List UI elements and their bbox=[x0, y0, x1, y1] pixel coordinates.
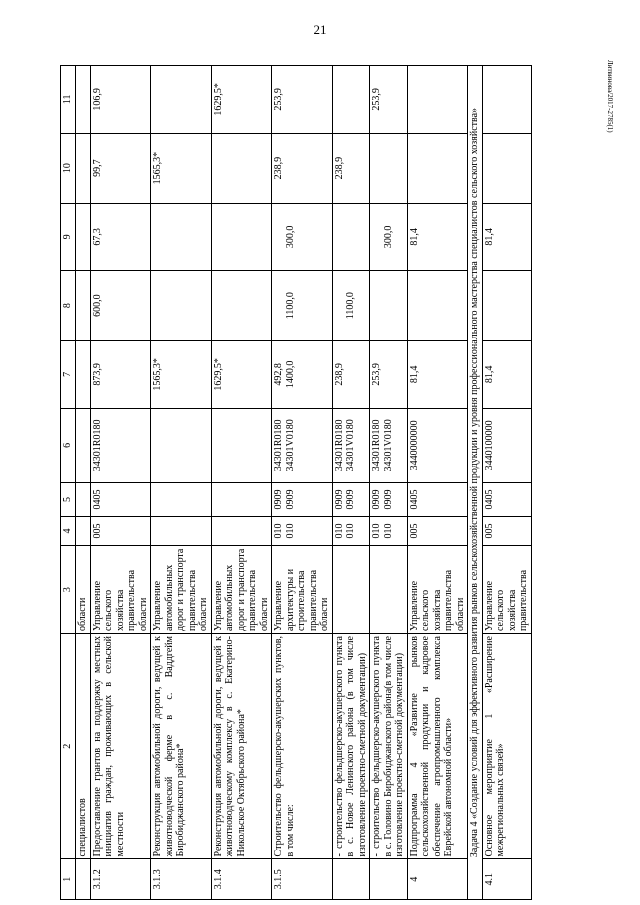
cell-y4: 253,9 bbox=[370, 66, 408, 134]
table-body bbox=[76, 66, 468, 900]
cell-y3 bbox=[211, 133, 272, 203]
cell-section bbox=[211, 483, 272, 517]
cell-total: 873,9 bbox=[90, 341, 151, 409]
cell-name: Реконструкция автомобильной дороги, ведущей к животноводческому комплексу в с. Екатерино-Никольское Октябрьского района* bbox=[211, 634, 272, 859]
col-num: 6 bbox=[61, 408, 76, 482]
budget-table bbox=[60, 65, 532, 900]
cell-executor: Управление автомобильных дорог и транспорта правительства области bbox=[211, 546, 272, 634]
cell-y4: 1629,5* bbox=[211, 66, 272, 134]
cell-y4 bbox=[151, 66, 212, 134]
cell-y1 bbox=[151, 271, 212, 341]
cell-y4 bbox=[407, 66, 468, 134]
column-number-row bbox=[61, 66, 76, 900]
cell-section bbox=[151, 483, 212, 517]
cell-y1 bbox=[482, 271, 531, 341]
table-row bbox=[151, 66, 212, 900]
cell-y3 bbox=[76, 133, 91, 203]
cell-y4 bbox=[76, 66, 91, 134]
col-num: 7 bbox=[61, 341, 76, 409]
cell-num: 3.1.5 bbox=[272, 859, 333, 900]
col-num: 3 bbox=[61, 546, 76, 634]
cell-grbs bbox=[211, 516, 272, 545]
cell-y1: 600,0 bbox=[90, 271, 151, 341]
col-num: 4 bbox=[61, 516, 76, 545]
cell-name: - строительство фельдшерско-акушерского пункта в с. Новое Ленинского района (в том числе изготовление проектно-сметной документации) bbox=[332, 634, 370, 859]
cell-y2 bbox=[151, 203, 212, 271]
cell-y4 bbox=[482, 66, 531, 134]
cell-total: 1629,5* bbox=[211, 341, 272, 409]
cell-total: 238,9 bbox=[332, 341, 370, 409]
document-stamp: Литвинова/2017-2785(1) bbox=[606, 60, 614, 133]
cell-y2: 81,4 bbox=[482, 203, 531, 271]
cell-y3 bbox=[407, 133, 468, 203]
cell-grbs: 005 bbox=[407, 516, 468, 545]
table-row bbox=[76, 66, 91, 900]
cell-name: Реконструкция автомобильной дороги, ведущей к животноводческой ферме в с. Ваддгейм Биробиджанского района* bbox=[151, 634, 212, 859]
cell-y2: 300,0 bbox=[370, 203, 408, 271]
cell-section: 0405 bbox=[90, 483, 151, 517]
cell-name: Подпрограмма 4 «Развитие рынков сельскохозяйственной продукции и кадровое обеспечение агропромышленного комплекса Еврейской автономной области» bbox=[407, 634, 468, 859]
rotated-table-wrapper bbox=[60, 65, 570, 900]
cell-grbs: 010 010 bbox=[370, 516, 408, 545]
cell-y2: 81,4 bbox=[407, 203, 468, 271]
cell-section: 0405 bbox=[407, 483, 468, 517]
cell-executor: области bbox=[76, 546, 91, 634]
cell-csr bbox=[76, 408, 91, 482]
cell-y3: 238,9 bbox=[272, 133, 333, 203]
cell-grbs bbox=[151, 516, 212, 545]
cell-y1: 1100,0 bbox=[332, 271, 370, 341]
col-num: 11 bbox=[61, 66, 76, 134]
cell-grbs: 010 010 bbox=[332, 516, 370, 545]
cell-y1 bbox=[370, 271, 408, 341]
col-num: 1 bbox=[61, 859, 76, 900]
cell-total: 1565,3* bbox=[151, 341, 212, 409]
cell-y4: 106,9 bbox=[90, 66, 151, 134]
cell-y1 bbox=[76, 271, 91, 341]
table-row bbox=[332, 66, 370, 900]
cell-csr: 34301R0180 34301V0180 bbox=[332, 408, 370, 482]
table-row bbox=[407, 66, 468, 900]
cell-grbs: 005 bbox=[482, 516, 531, 545]
cell-section: 0909 0909 bbox=[370, 483, 408, 517]
table-row bbox=[482, 66, 531, 900]
cell-y1: 1100,0 bbox=[272, 271, 333, 341]
table-row bbox=[90, 66, 151, 900]
col-num: 9 bbox=[61, 203, 76, 271]
cell-grbs bbox=[76, 516, 91, 545]
cell-executor: Управление сельского хозяйства правительства области bbox=[90, 546, 151, 634]
page-number: 21 bbox=[313, 22, 327, 37]
cell-y1 bbox=[211, 271, 272, 341]
cell-total: 253,9 bbox=[370, 341, 408, 409]
cell-total bbox=[76, 341, 91, 409]
col-num: 5 bbox=[61, 483, 76, 517]
cell-grbs: 005 bbox=[90, 516, 151, 545]
cell-csr: 34301R0180 bbox=[90, 408, 151, 482]
cell-name: Основное мероприятие 1 «Расширение межрегиональных связей» bbox=[482, 634, 531, 859]
cell-csr: 3440000000 bbox=[407, 408, 468, 482]
cell-name: Предоставление грантов на поддержку местных инициатив граждан, проживающих в сельской местности bbox=[90, 634, 151, 859]
cell-name: Строительство фельдшерско-акушерских пунктов, в том числе: bbox=[272, 634, 333, 859]
cell-num bbox=[370, 859, 408, 900]
cell-name: - строительство фельдшерско-акушерского пункта в с. Головино Биробиджанского района(в том числе изготовление проектно-сметной документации) bbox=[370, 634, 408, 859]
cell-num: 3.1.2 bbox=[90, 859, 151, 900]
cell-executor bbox=[332, 546, 370, 634]
col-num: 2 bbox=[61, 634, 76, 859]
cell-csr: 34301R0180 34301V0180 bbox=[272, 408, 333, 482]
cell-num: 4.1 bbox=[482, 859, 531, 900]
cell-executor: Управление сельского хозяйства правительства bbox=[482, 546, 531, 634]
cell-y4: 253,9 bbox=[272, 66, 333, 134]
cell-y3 bbox=[370, 133, 408, 203]
cell-executor: Управление сельского хозяйства правительства области bbox=[407, 546, 468, 634]
cell-section: 0909 0909 bbox=[332, 483, 370, 517]
cell-y2 bbox=[332, 203, 370, 271]
cell-executor: Управление архитектуры и строительства правительства области bbox=[272, 546, 333, 634]
table-row bbox=[370, 66, 408, 900]
cell-executor: Управление автомобильных дорог и транспорта правительства области bbox=[151, 546, 212, 634]
cell-section: 0405 bbox=[482, 483, 531, 517]
cell-y3: 1565,3* bbox=[151, 133, 212, 203]
cell-section: 0909 0909 bbox=[272, 483, 333, 517]
cell-y2: 67,3 bbox=[90, 203, 151, 271]
cell-num: 3.1.4 bbox=[211, 859, 272, 900]
cell-num: 3.1.3 bbox=[151, 859, 212, 900]
cell-csr bbox=[151, 408, 212, 482]
cell-total: 81,4 bbox=[482, 341, 531, 409]
task-row bbox=[468, 66, 483, 900]
cell-total: 81,4 bbox=[407, 341, 468, 409]
cell-y1 bbox=[407, 271, 468, 341]
task-heading: Задача 4 «Создание условий для эффективного развития рынков сельскохозяйственной продукции и уровня профессионального мастерства специалистов сельского хозяйства» bbox=[468, 66, 483, 900]
cell-grbs: 010 010 bbox=[272, 516, 333, 545]
cell-name: специалистов bbox=[76, 634, 91, 859]
cell-section bbox=[76, 483, 91, 517]
cell-y3 bbox=[482, 133, 531, 203]
cell-csr: 34301R0180 34301V0180 bbox=[370, 408, 408, 482]
table-row bbox=[211, 66, 272, 900]
cell-total: 492,8 1400,0 bbox=[272, 341, 333, 409]
cell-executor bbox=[370, 546, 408, 634]
table-row bbox=[272, 66, 333, 900]
cell-y3: 99,7 bbox=[90, 133, 151, 203]
cell-y2 bbox=[76, 203, 91, 271]
col-num: 8 bbox=[61, 271, 76, 341]
col-num: 10 bbox=[61, 133, 76, 203]
cell-y3: 238,9 bbox=[332, 133, 370, 203]
cell-num bbox=[76, 859, 91, 900]
cell-csr: 3440100000 bbox=[482, 408, 531, 482]
cell-num: 4 bbox=[407, 859, 468, 900]
cell-y2 bbox=[211, 203, 272, 271]
cell-y2: 300,0 bbox=[272, 203, 333, 271]
cell-y4 bbox=[332, 66, 370, 134]
cell-csr bbox=[211, 408, 272, 482]
cell-num bbox=[332, 859, 370, 900]
